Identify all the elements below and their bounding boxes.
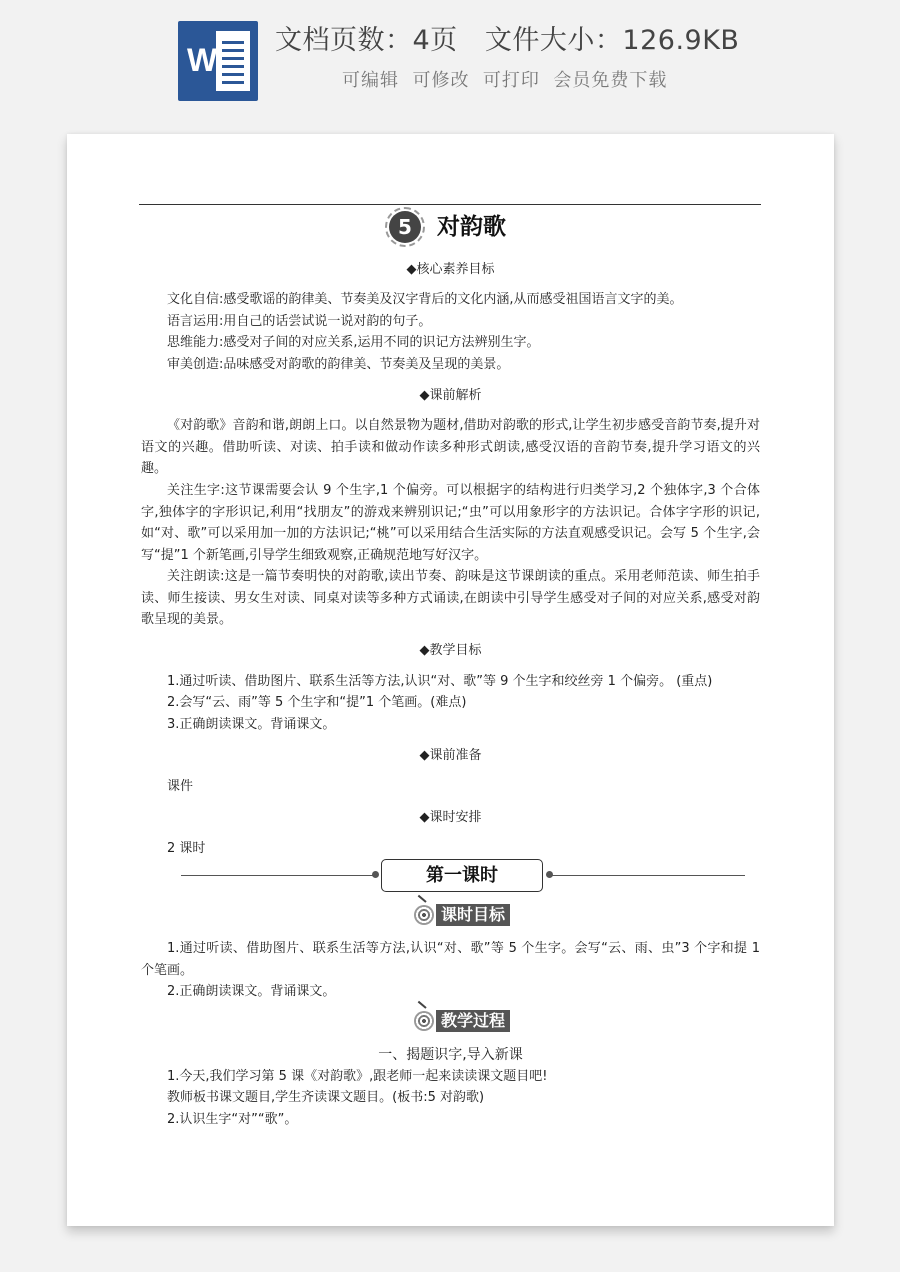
section-heading-analysis: ◆课前解析 <box>419 388 482 403</box>
core-goal: 审美创造:品味感受对韵歌的韵律美、节奏美及呈现的美景。 <box>167 357 510 372</box>
process-step-heading: 一、揭题识字,导入新课 <box>378 1047 523 1063</box>
teaching-goal: 1.通过听读、借助图片、联系生活等方法,认识“对、歌”等 9 个生字和绞丝旁 1 个偏旁。 (重点) <box>167 674 713 689</box>
teaching-goal: 3.正确朗读课文。背诵课文。 <box>167 717 336 732</box>
target-icon <box>414 905 434 925</box>
dart-icon <box>418 895 427 903</box>
analysis-paragraph: 关注朗读:这是一篇节奏明快的对韵歌,读出节奏、韵味是这节课朗读的重点。采用老师范读、师生拍手读、师生接读、男女生对读、同桌对读等多种方式诵读,在朗读中引导学生感受对子间的对应关系,感受对韵歌呈现的美景。 <box>141 569 760 627</box>
period-goal: 1.通过听读、借助图片、联系生活等方法,认识“对、歌”等 5 个生字。会写“云、雨、虫”3 个字和提 1 个笔画。 <box>141 941 760 978</box>
section-heading-prep: ◆课前准备 <box>419 748 482 763</box>
period-divider-dot <box>372 871 379 878</box>
analysis-paragraph: 关注生字:这节课需要会认 9 个生字,1 个偏旁。可以根据字的结构进行归类学习,2 个独体字,3 个合体字,独体字的字形识记,利用“找朋友”的游戏来辨别识记;“虫”可以用象形字的方法识记。合体字字形的识记,如“对、歌”可以采用加一加的方法识记;“桃”可以采用结合生活实际的方法直观感受识记。会写 5 个生字,会写“提”1 个新笔画,引导学生细致观察,正确规范地写好汉字。 <box>141 483 760 563</box>
word-icon <box>178 21 258 101</box>
header-rule <box>139 204 761 205</box>
process-line: 教师板书课文题目,学生齐读课文题目。(板书:5 对韵歌) <box>167 1090 485 1105</box>
period-goal: 2.正确朗读课文。背诵课文。 <box>167 984 336 999</box>
teaching-goal: 2.会写“云、雨”等 5 个生字和“提”1 个笔画。(难点) <box>167 695 467 710</box>
process-line: 2.认识生字“对”“歌”。 <box>167 1112 298 1127</box>
lesson-title: 对韵歌 <box>437 214 506 240</box>
period-title: 第一课时 <box>381 859 543 892</box>
core-goal: 语言运用:用自己的话尝试说一说对韵的句子。 <box>167 314 432 329</box>
prep-text: 课件 <box>167 779 194 794</box>
lesson-number-badge: 5 <box>389 211 421 243</box>
core-goal: 思维能力:感受对子间的对应关系,运用不同的识记方法辨别生字。 <box>167 335 540 350</box>
doc-info-subtitle: 可编辑 可修改 可打印 会员免费下载 <box>342 70 668 91</box>
doc-info-title: 文档页数：4页 文件大小：126.9KB <box>275 25 740 56</box>
download-banner <box>0 0 900 120</box>
period-divider-left <box>181 875 377 876</box>
section-heading-teaching-goals: ◆教学目标 <box>419 643 482 658</box>
analysis-paragraph: 《对韵歌》音韵和谐,朗朗上口。以自然景物为题材,借助对韵歌的形式,让学生初步感受音韵节奏,提升对语文的兴趣。借助听读、对读、拍手读和做动作读多种形式朗读,感受汉语的音韵节奏,提升学习语文的兴趣。 <box>141 418 760 476</box>
process-line: 1.今天,我们学习第 5 课《对韵歌》,跟老师一起来读读课文题目吧! <box>167 1069 548 1084</box>
core-goal: 文化自信:感受歌谣的韵律美、节奏美及汉字背后的文化内涵,从而感受祖国语言文字的美。 <box>167 292 683 307</box>
target-icon <box>414 1011 434 1031</box>
period-divider-right <box>551 875 745 876</box>
teaching-process-label: 教学过程 <box>436 1010 510 1032</box>
section-heading-core: ◆核心素养目标 <box>406 262 495 277</box>
word-icon-letter: W <box>187 42 218 78</box>
period-goals-label: 课时目标 <box>436 904 510 926</box>
section-heading-schedule: ◆课时安排 <box>419 810 482 825</box>
schedule-text: 2 课时 <box>167 841 206 856</box>
document-page <box>67 134 834 1226</box>
